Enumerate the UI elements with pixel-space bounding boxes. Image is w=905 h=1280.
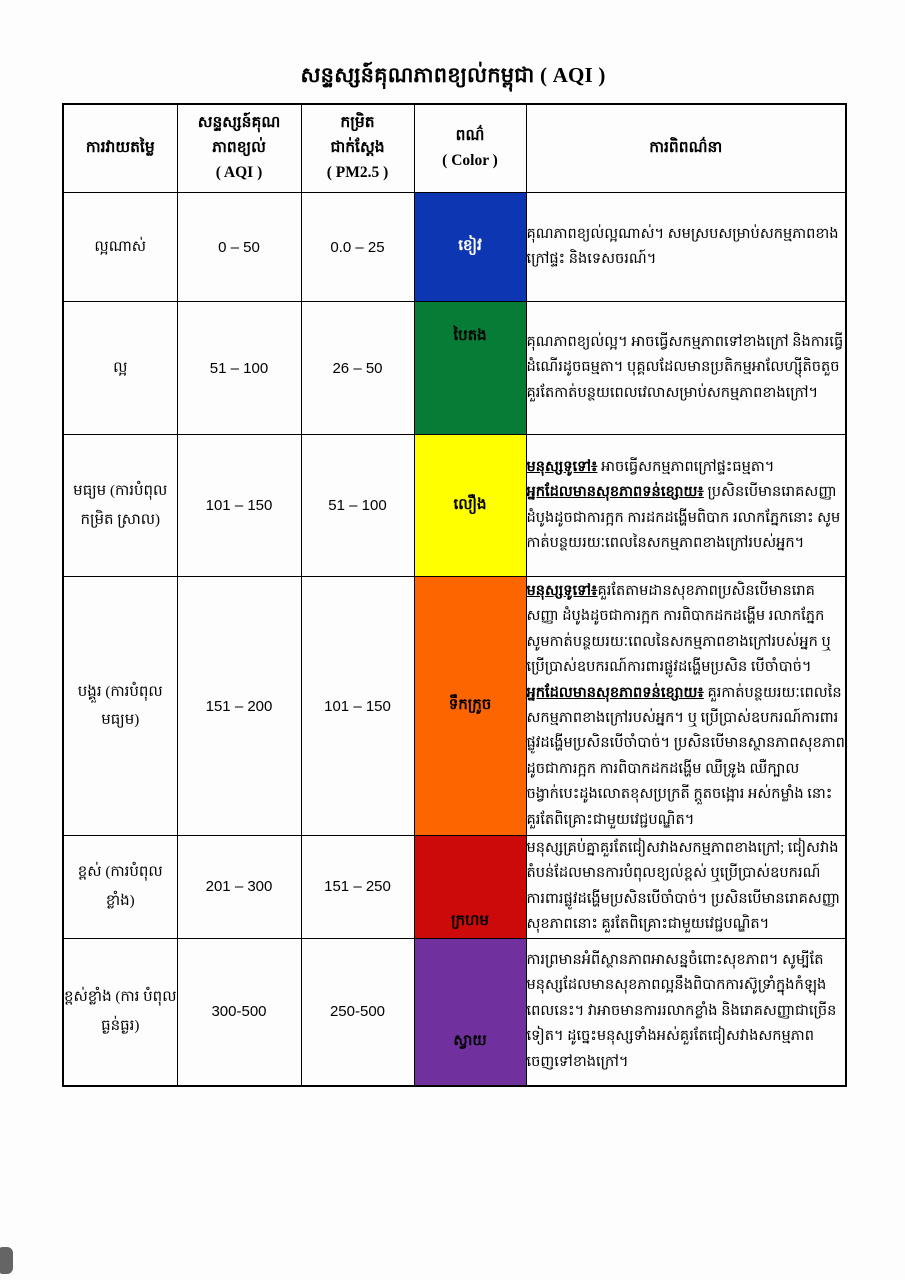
header-row	[63, 104, 846, 193]
description-cell	[526, 577, 846, 836]
pm25-range-cell: 26 – 50	[301, 302, 414, 435]
description-text: ការព្រមានអំពីស្ថានភាពអាសន្នចំពោះសុខភាព។ សូម្បីតែមនុស្សដែលមានសុខភាពល្អនឹងពិបាកការស៊ូទ្រាំក្នុងកំឡុងពេលនេះ។ វាអាចមានការរលាកខ្លាំង និងរោគសញ្ញាជាច្រើនទៀត។ ដូច្នេះមនុស្សទាំងអស់គួរតែជៀសវាងសកម្មភាពចេញទៅខាងក្រៅ។	[526, 952, 837, 1070]
header-label: ( PM2.5 )	[326, 163, 389, 181]
header-label: ពណ៌	[455, 126, 485, 144]
description-text: គួរតែតាមដានសុខភាពប្រសិនបើមានរោគសញ្ញា ដំបូងដូចជាការក្អក ការពិបាកដកដង្ហើម រលាកភ្នែក សូមកាត់បន្ថយរយៈពេលនៃសកម្មភាពខាងក្រៅរបស់អ្នក ឬប្រើប្រាស់ឧបករណ៍ការពារផ្លូវដង្ហើមប្រសិន បើចាំបាច់។	[526, 583, 831, 676]
header-label: ភាពខ្យល់	[212, 139, 266, 157]
color-swatch-purple	[415, 939, 526, 1085]
rating-cell: ខ្ពស់ខ្លាំង (ការ បំពុលធ្ងន់ធ្ងរ)	[63, 938, 177, 1086]
rating-cell: បង្គួរ (ការបំពុល មធ្យម)	[63, 577, 177, 836]
aqi-range-cell: 0 – 50	[177, 193, 301, 302]
description-cell	[526, 435, 846, 577]
color-swatch-cell	[414, 836, 526, 939]
color-swatch-cell	[414, 938, 526, 1086]
table-row	[63, 435, 846, 577]
header-label: ជាក់ស្តែង	[330, 139, 385, 157]
color-label: ក្រហម	[451, 912, 489, 929]
table-row	[63, 302, 846, 435]
description-cell	[526, 836, 846, 939]
aqi-range-cell: 151 – 200	[177, 577, 301, 836]
description-cell	[526, 938, 846, 1086]
description-text: ប្រសិនបើមានរោគសញ្ញាដំបូងដូចជាការក្អក ការដកដង្ហើមពិបាក រលាកភ្នែកនោះ សូមកាត់បន្ថយរយៈពេលនៃសកម្មភាពខាងក្រៅរបស់អ្នក។	[526, 484, 841, 551]
header-label: ការវាយតម្លៃ	[85, 139, 155, 157]
table-row	[63, 938, 846, 1086]
color-label: ខៀវ	[458, 238, 482, 254]
color-swatch-yellow	[415, 435, 526, 576]
pm25-range-cell: 151 – 250	[301, 836, 414, 939]
description-text: អាចធ្វើសកម្មភាពក្រៅផ្ទះធម្មតា។	[597, 458, 775, 475]
header-label: ការពិពណ៌នា	[649, 139, 723, 157]
rating-cell: ល្អណាស់	[63, 193, 177, 302]
col-header-rating	[63, 104, 177, 193]
pm25-range-cell: 0.0 – 25	[301, 193, 414, 302]
scan-artifact	[0, 1247, 13, 1274]
aqi-range-cell: 300-500	[177, 938, 301, 1086]
rating-cell: ល្អ	[63, 302, 177, 435]
description-lead: មនុស្សទូទៅ៖	[526, 583, 598, 600]
color-swatch-orange	[415, 577, 526, 835]
aqi-table	[62, 103, 847, 1087]
page-title: សន្ទស្សន៍គុណភាពខ្យល់កម្ពុជា ( AQI )	[300, 63, 606, 87]
col-header-color	[414, 104, 526, 193]
table-row	[63, 836, 846, 939]
pm25-range-cell: 250-500	[301, 938, 414, 1086]
table-row	[63, 193, 846, 302]
header-label: ( AQI )	[215, 163, 263, 181]
header-label: ( Color )	[442, 151, 498, 169]
color-swatch-cell	[414, 435, 526, 577]
aqi-range-cell: 101 – 150	[177, 435, 301, 577]
description-cell	[526, 302, 846, 435]
color-label: លឿង	[453, 496, 487, 513]
description-lead: អ្នកដែលមានសុខភាពទន់ខ្សោយ៖	[526, 484, 704, 501]
color-swatch-cell	[414, 193, 526, 302]
description-text: គុណភាពខ្យល់ល្អណាស់។ សមស្របសម្រាប់សកម្មភាពខាងក្រៅផ្ទះ និងទេសចរណ៍។	[526, 225, 839, 267]
description-lead: មនុស្សទូទៅ៖	[526, 458, 598, 475]
color-swatch-blue	[415, 193, 526, 301]
pm25-range-cell: 51 – 100	[301, 435, 414, 577]
col-header-description	[526, 104, 846, 193]
color-swatch-red	[415, 836, 526, 938]
description-text: គួរកាត់បន្ថយរយៈពេលនៃសកម្មភាពខាងក្រៅរបស់អ្នក។ ឬ ប្រើប្រាស់ឧបករណ៍ការពារផ្លូវដង្ហើមប្រសិនបើចាំបាច់។ ប្រសិនបើមានស្ថានភាពសុខភាពដូចជាការក្អក ការពិបាកដកដង្ហើម ឈឺទ្រូង ឈឺក្បាល ចង្វាក់បេះដូងលោតខុសប្រក្រតី ក្តួតចង្អោរ អស់កម្លាំង នោះគួរតែពិគ្រោះជាមួយវេជ្ជបណ្ឌិត។	[526, 684, 845, 828]
rating-cell: ខ្ពស់ (ការបំពុលខ្លាំង)	[63, 836, 177, 939]
color-swatch-green	[415, 302, 526, 434]
table-row	[63, 577, 846, 836]
color-label: បៃតង	[453, 328, 487, 344]
description-text: គុណភាពខ្យល់ល្អ។ អាចធ្វើសកម្មភាពទៅខាងក្រៅ និងការធ្វើដំណើរដូចធម្មតា។ បុគ្គលដែលមានប្រតិកម្មអាលែហ្ស៊ីតិចតួច គួរតែកាត់បន្ថយពេលវេលាសម្រាប់សកម្មភាពខាងក្រៅ។	[526, 333, 844, 401]
aqi-range-cell: 201 – 300	[177, 836, 301, 939]
col-header-pm25	[301, 104, 414, 193]
description-text: មនុស្សគ្រប់គ្នាគួរតែជៀសវាងសកម្មភាពខាងក្រៅ; ជៀសវាងតំបន់ដែលមានការបំពុលខ្យល់ខ្ពស់ ឬប្រើប្រាស់ឧបករណ៍ការពារផ្លូវដង្ហើមប្រសិនបើចាំបាច់។ ប្រសិនបើមានរោគសញ្ញាសុខភាពនោះ គួរតែពិគ្រោះជាមួយវេជ្ជបណ្ឌិត។	[526, 840, 840, 933]
aqi-range-cell: 51 – 100	[177, 302, 301, 435]
color-swatch-cell	[414, 302, 526, 435]
rating-cell: មធ្យម (ការបំពុលកម្រិត ស្រាល)	[63, 435, 177, 577]
pm25-range-cell: 101 – 150	[301, 577, 414, 836]
description-cell	[526, 193, 846, 302]
col-header-aqi	[177, 104, 301, 193]
color-swatch-cell	[414, 577, 526, 836]
header-label: សន្ទស្សន៍គុណ	[197, 114, 281, 132]
description-lead: អ្នកដែលមានសុខភាពទន់ខ្សោយ៖	[526, 684, 704, 701]
color-label: ស្វាយ	[453, 1032, 487, 1049]
header-label: កម្រិត	[340, 114, 375, 132]
color-label: ទឹកក្រូច	[448, 697, 492, 713]
